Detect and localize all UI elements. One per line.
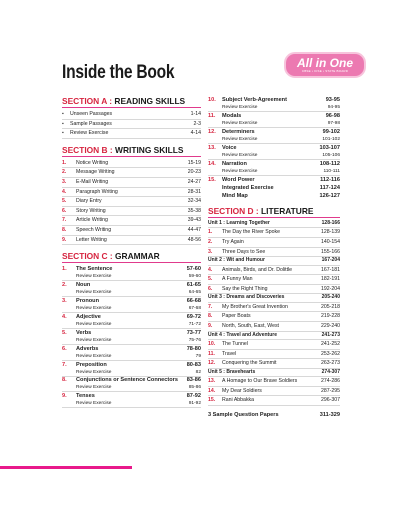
- writing-item: [62, 207, 201, 217]
- literature-chapter: [208, 266, 340, 276]
- toc-label: Speech Writing: [76, 226, 112, 233]
- writing-item: [62, 168, 201, 178]
- toc-pages: 57-60: [186, 266, 201, 273]
- toc-number: 6.: [62, 346, 67, 353]
- literature-chapter: [208, 285, 340, 295]
- toc-number: 3.: [62, 178, 67, 185]
- review-exercise-row: [62, 321, 201, 329]
- toc-label: The Sentence: [76, 266, 113, 273]
- toc-pages: 117-124: [319, 185, 340, 191]
- toc-number: 5.: [208, 276, 213, 283]
- toc-pages: 80-83: [186, 362, 201, 369]
- toc-number: 4.: [208, 266, 213, 273]
- toc-pages: 311-329: [319, 411, 340, 418]
- writing-item: [62, 216, 201, 226]
- grammar-chapter: [208, 112, 340, 120]
- logo-text: All in One: [296, 56, 353, 70]
- section-c-heading: SECTION C : GRAMMAR: [62, 251, 201, 263]
- literature-chapter: [208, 350, 340, 360]
- toc-pages: 103-107: [319, 145, 340, 151]
- toc-label: Review Exercise: [222, 153, 258, 158]
- logo-tagline: CBSE • ICSE • STATE BOARD: [301, 69, 349, 73]
- toc-label: Notice Writing: [76, 159, 109, 166]
- writing-item: [62, 188, 201, 198]
- toc-pages: 241-273: [321, 331, 340, 338]
- toc-pages: 93-95: [325, 97, 340, 103]
- literature-chapter: [208, 359, 340, 369]
- toc-label: A Funny Man: [222, 276, 253, 283]
- writing-item: [62, 197, 201, 207]
- review-exercise-row: [62, 337, 201, 345]
- toc-label: Unit 1 : Learning Together: [208, 220, 270, 226]
- toc-pages: 229-240: [320, 322, 340, 329]
- toc-label: Review Exercise: [222, 105, 258, 110]
- review-exercise-row: [208, 104, 340, 112]
- mind-map-row: [208, 192, 340, 200]
- review-exercise-row: [62, 369, 201, 377]
- toc-label: Noun: [76, 282, 91, 289]
- toc-number: 14.: [208, 161, 216, 167]
- literature-chapter: [208, 275, 340, 285]
- toc-number: 3.: [62, 298, 67, 305]
- toc-label: Review Exercise: [222, 121, 258, 126]
- bullet-icon: ▪: [62, 130, 64, 137]
- toc-number: 9.: [208, 322, 213, 329]
- toc-label: Review Exercise: [76, 306, 112, 312]
- left-column: [62, 96, 201, 408]
- toc-pages: 94-95: [327, 105, 340, 110]
- toc-label: Travel: [222, 350, 237, 357]
- footer-accent-bar: [0, 466, 132, 469]
- toc-label: Letter Writing: [76, 236, 107, 243]
- toc-pages: 15-19: [187, 159, 201, 166]
- toc-pages: 182-191: [320, 276, 340, 283]
- toc-pages: 32-34: [187, 198, 201, 205]
- toc-pages: 78-80: [186, 346, 201, 353]
- toc-label: Modals: [222, 113, 242, 119]
- toc-pages: 66-68: [186, 298, 201, 305]
- toc-number: 11.: [208, 350, 215, 357]
- toc-label: The Day the River Spoke: [222, 229, 280, 236]
- toc-number: 4.: [62, 314, 67, 321]
- bullet-icon: ▪: [62, 120, 64, 127]
- toc-label: Voice: [222, 145, 237, 151]
- toc-label: Unit 5 : Bravehearts: [208, 368, 256, 375]
- grammar-chapter: [208, 160, 340, 168]
- toc-number: 7.: [208, 303, 213, 310]
- toc-number: 2.: [62, 282, 67, 289]
- toc-pages: 87-92: [186, 392, 201, 399]
- toc-pages: 79: [195, 354, 201, 360]
- review-exercise-row: [62, 400, 201, 408]
- toc-pages: 67-68: [188, 306, 201, 312]
- toc-number: 1.: [62, 266, 67, 273]
- toc-pages: 48-56: [187, 236, 201, 243]
- toc-number: 1.: [208, 229, 213, 236]
- unit-heading: [208, 332, 340, 340]
- toc-number: 11.: [208, 113, 216, 119]
- literature-chapter: [208, 340, 340, 350]
- toc-label: Story Writing: [76, 207, 106, 214]
- page-title: Inside the Book: [62, 62, 175, 83]
- toc-number: 14.: [208, 387, 216, 394]
- toc-label: Review Exercise: [76, 400, 112, 406]
- toc-pages: 85-86: [188, 384, 201, 390]
- toc-number: 12.: [208, 129, 216, 135]
- grammar-chapter: [62, 281, 201, 289]
- toc-label: Narration: [222, 161, 247, 167]
- toc-pages: 99-102: [322, 129, 340, 135]
- toc-pages: 155-166: [320, 248, 340, 255]
- toc-label: Unseen Passages: [70, 111, 113, 117]
- toc-label: Article Writing: [76, 217, 108, 224]
- toc-pages: 69-72: [186, 314, 201, 321]
- literature-chapter: [208, 387, 340, 397]
- grammar-chapter: [62, 329, 201, 337]
- toc-pages: 4-14: [190, 130, 201, 137]
- toc-pages: 1-14: [190, 111, 201, 117]
- toc-label: My Brother's Great Invention: [222, 303, 288, 310]
- review-exercise-row: [62, 305, 201, 313]
- toc-label: Sample Passages: [70, 120, 112, 127]
- review-exercise-row: [62, 289, 201, 297]
- unit-heading: [208, 257, 340, 265]
- toc-label: Say the Right Thing: [222, 285, 268, 292]
- toc-pages: 205-218: [320, 303, 340, 310]
- review-exercise-row: [62, 273, 201, 281]
- section-b-heading: SECTION B : WRITING SKILLS: [62, 145, 201, 157]
- literature-chapter: [208, 396, 340, 406]
- toc-number: 7.: [62, 362, 67, 369]
- toc-pages: 44-47: [187, 226, 201, 233]
- toc-pages: 82: [195, 370, 201, 376]
- grammar-chapter: [62, 361, 201, 369]
- toc-pages: 167-181: [320, 266, 340, 273]
- toc-number: 8.: [208, 313, 213, 320]
- sample-papers-row: [208, 411, 340, 419]
- toc-number: 15.: [208, 397, 216, 404]
- toc-pages: 101-102: [322, 137, 340, 142]
- toc-label: Review Exercise: [76, 274, 112, 280]
- toc-label: Three Days to See: [222, 248, 266, 255]
- toc-number: 6.: [208, 285, 213, 292]
- toc-label: Review Exercise: [76, 322, 112, 328]
- grammar-chapter: [62, 345, 201, 353]
- toc-number: 4.: [62, 188, 67, 195]
- toc-label: 3 Sample Question Papers: [208, 411, 279, 418]
- toc-label: Review Exercise: [76, 354, 112, 360]
- toc-label: Review Exercise: [76, 370, 112, 376]
- toc-pages: 219-228: [320, 313, 340, 320]
- toc-pages: 2-3: [193, 120, 201, 127]
- toc-label: Review Exercise: [76, 338, 112, 344]
- toc-pages: 20-23: [187, 169, 201, 176]
- toc-pages: 24-27: [187, 178, 201, 185]
- right-column: [208, 96, 340, 419]
- toc-pages: 167-204: [321, 257, 340, 264]
- toc-label: North, South, East, West: [222, 322, 279, 329]
- writing-item: [62, 178, 201, 188]
- toc-pages: 112-116: [320, 177, 340, 183]
- toc-pages: 140-154: [320, 239, 340, 245]
- toc-number: 2.: [62, 169, 67, 176]
- toc-number: 7.: [62, 217, 67, 224]
- unit-heading: [208, 294, 340, 302]
- toc-number: 6.: [62, 207, 67, 214]
- unit-heading: [208, 369, 340, 377]
- toc-label: Conjunctions or Sentence Connectors: [76, 377, 178, 384]
- grammar-chapter: [62, 313, 201, 321]
- toc-pages: 128-166: [321, 220, 340, 226]
- toc-label: Verbs: [76, 330, 92, 337]
- toc-pages: 73-77: [186, 330, 201, 337]
- literature-chapter: [208, 377, 340, 387]
- toc-pages: 205-240: [321, 294, 340, 301]
- toc-pages: 96-98: [325, 113, 340, 119]
- toc-number: 8.: [62, 226, 67, 233]
- toc-pages: 61-65: [186, 282, 201, 289]
- toc-label: Word Power: [222, 177, 255, 183]
- toc-label: Review Exercise: [76, 384, 112, 390]
- toc-pages: 128-139: [320, 229, 340, 236]
- toc-pages: 71-72: [188, 322, 201, 328]
- integrated-exercise-row: [208, 184, 340, 192]
- toc-pages: 83-86: [186, 377, 201, 384]
- toc-pages: 241-252: [320, 340, 340, 347]
- toc-pages: 35-38: [187, 207, 201, 214]
- toc-number: 13.: [208, 145, 216, 151]
- toc-label: Paper Boats: [222, 313, 251, 320]
- review-exercise-row: [208, 120, 340, 128]
- toc-pages: 126-127: [319, 193, 340, 199]
- literature-chapter: [208, 228, 340, 238]
- toc-label: Preposition: [76, 362, 107, 369]
- reading-item: [62, 129, 201, 139]
- toc-label: Adjective: [76, 314, 101, 321]
- toc-label: Review Exercise: [70, 130, 109, 137]
- review-exercise-row: [208, 168, 340, 176]
- toc-label: Review Exercise: [222, 169, 258, 174]
- toc-label: Unit 3 : Dreams and Discoveries: [208, 294, 285, 301]
- literature-chapter: [208, 238, 340, 248]
- toc-label: Rani Abbakka: [222, 397, 255, 404]
- grammar-chapter: [208, 176, 340, 184]
- toc-label: Message Writing: [76, 169, 115, 176]
- toc-pages: 253-262: [320, 350, 340, 357]
- toc-pages: 192-204: [320, 285, 340, 292]
- toc-number: 5.: [62, 330, 67, 337]
- toc-pages: 28-31: [187, 188, 201, 195]
- toc-pages: 274-307: [321, 368, 340, 375]
- toc-number: 5.: [62, 198, 67, 205]
- literature-chapter: [208, 248, 340, 258]
- toc-number: 9.: [62, 236, 67, 243]
- toc-pages: 75-76: [188, 338, 201, 344]
- bullet-icon: ▪: [62, 111, 64, 117]
- toc-number: 3.: [208, 248, 213, 255]
- toc-label: The Tunnel: [222, 340, 248, 347]
- toc-pages: 263-273: [320, 360, 340, 367]
- toc-pages: 108-112: [319, 161, 340, 167]
- toc-pages: 91-92: [188, 400, 201, 406]
- toc-label: My Dear Soldiers: [222, 387, 262, 394]
- toc-pages: 97-98: [327, 121, 340, 126]
- toc-label: Try Again: [222, 239, 244, 245]
- grammar-chapter: [208, 96, 340, 104]
- writing-item: [62, 226, 201, 236]
- toc-number: 13.: [208, 378, 216, 385]
- section-a-heading: SECTION A : READING SKILLS: [62, 96, 201, 108]
- grammar-chapter: [62, 392, 201, 400]
- review-exercise-row: [62, 384, 201, 392]
- toc-number: 1.: [62, 159, 67, 166]
- toc-label: Subject Verb-Agreement: [222, 97, 287, 103]
- toc-pages: 64-65: [188, 290, 201, 296]
- toc-pages: 59-60: [188, 274, 201, 280]
- toc-label: Conquering the Summit: [222, 360, 277, 367]
- review-exercise-row: [62, 353, 201, 361]
- toc-pages: 274-286: [320, 378, 340, 385]
- toc-label: Review Exercise: [222, 137, 258, 142]
- writing-item: [62, 236, 201, 246]
- toc-number: 12.: [208, 360, 216, 367]
- toc-number: 9.: [62, 392, 67, 399]
- review-exercise-row: [208, 136, 340, 144]
- grammar-chapter: [62, 265, 201, 273]
- toc-label: Integrated Exercise: [222, 185, 274, 191]
- toc-pages: 39-43: [187, 217, 201, 224]
- literature-chapter: [208, 312, 340, 322]
- toc-label: Paragraph Writing: [76, 188, 118, 195]
- unit-heading: [208, 220, 340, 228]
- toc-label: Determiners: [222, 129, 255, 135]
- literature-chapter: [208, 322, 340, 332]
- review-exercise-row: [208, 152, 340, 160]
- toc-label: E-Mail Writing: [76, 178, 109, 185]
- toc-label: Mind Map: [222, 193, 248, 199]
- toc-number: 15.: [208, 177, 216, 183]
- toc-label: Diary Entry: [76, 198, 102, 205]
- toc-number: 10.: [208, 97, 216, 103]
- toc-pages: 110-111: [323, 169, 340, 174]
- reading-item: [62, 120, 201, 130]
- toc-number: 10.: [208, 340, 216, 347]
- toc-pages: 105-106: [322, 153, 340, 158]
- toc-label: Unit 2 : Wit and Humour: [208, 257, 265, 264]
- toc-label: Tenses: [76, 392, 95, 399]
- grammar-chapter: [208, 144, 340, 152]
- toc-pages: 287-295: [320, 387, 340, 394]
- grammar-chapter: [208, 128, 340, 136]
- grammar-chapter: [62, 297, 201, 305]
- toc-number: 8.: [62, 377, 67, 384]
- toc-label: Unit 4 : Travel and Adventure: [208, 331, 277, 338]
- toc-number: 2.: [208, 239, 213, 245]
- reading-item: [62, 110, 201, 120]
- toc-label: A Homage to Our Brave Soldiers: [222, 378, 298, 385]
- toc-pages: 296-307: [320, 397, 340, 404]
- brand-logo: [284, 52, 366, 78]
- toc-label: Adverbs: [76, 346, 99, 353]
- toc-label: Animals, Birds, and Dr. Dolittle: [222, 266, 293, 273]
- writing-item: [62, 159, 201, 169]
- literature-chapter: [208, 303, 340, 313]
- toc-label: Review Exercise: [76, 290, 112, 296]
- toc-label: Pronoun: [76, 298, 99, 305]
- section-d-heading: SECTION D : LITERATURE: [208, 206, 340, 218]
